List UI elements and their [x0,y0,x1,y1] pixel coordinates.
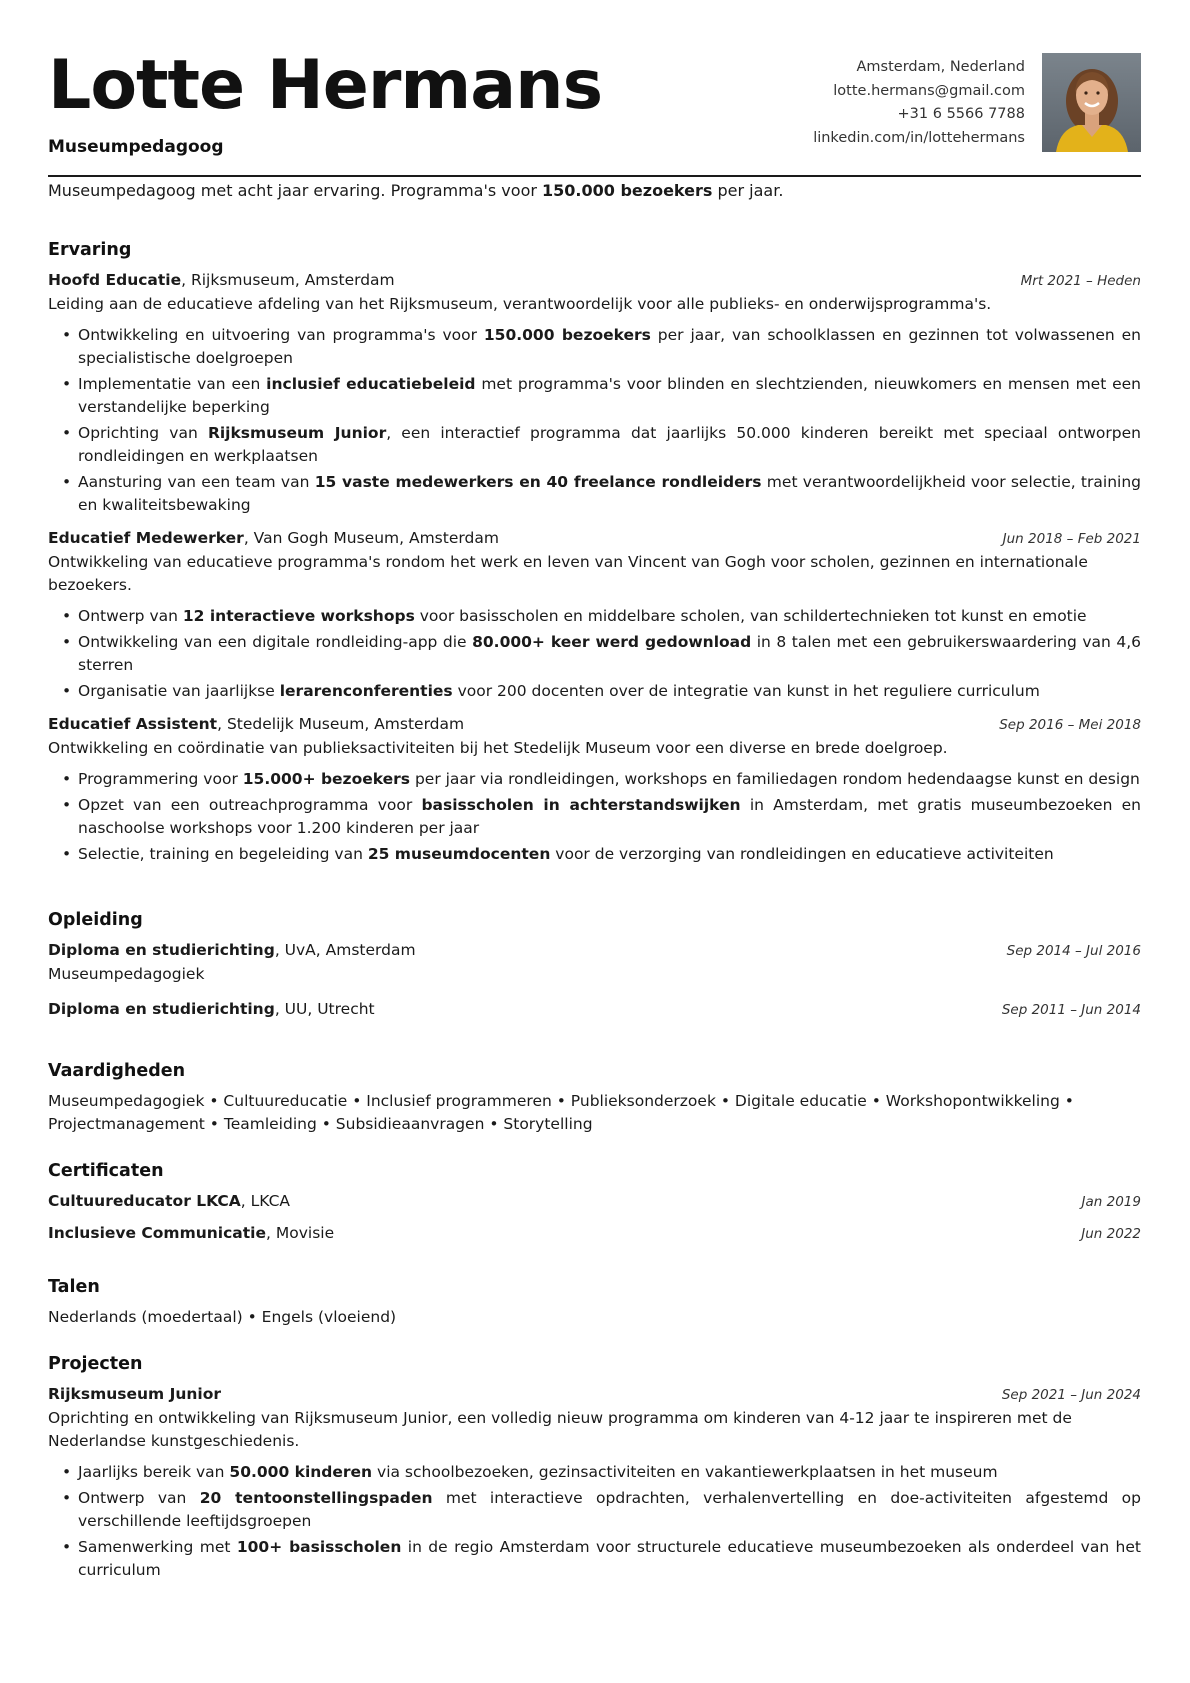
list-item: • Oprichting van Rijksmuseum Junior, een interactief programma dat jaarlijks 50.000 kinderen bereikt met speciaal ontworpen rondleidingen en werkplaatsen [78,422,1141,468]
entry-date: Jan 2019 [1081,1194,1141,1210]
summary-text: Museumpedagoog met acht jaar ervaring. Programma's voor [48,181,543,200]
entry-title: Diploma en studierichting, UvA, Amsterdam [48,941,416,959]
contact-location: Amsterdam, Nederland [856,59,1025,75]
list-item: • Programmering voor 15.000+ bezoekers per jaar via rondleidingen, workshops en familiedagen rondom hedendaagse kunst en design [78,768,1141,791]
summary-text-end: per jaar. [712,181,784,200]
entry-description: Ontwikkeling en coördinatie van publieksactiviteiten bij het Stedelijk Museum voor een diverse en brede doelgroep. [48,739,948,757]
section-title-languages: Talen [48,1277,100,1297]
entry-bullets [48,768,1141,866]
candidate-name: Lotte Hermans [48,46,603,125]
education-section [48,910,1141,1020]
contact-email[interactable]: lotte.hermans@gmail.com [833,82,1025,99]
section-title-education: Opleiding [48,910,143,930]
entry-date: Jun 2022 [1081,1226,1141,1242]
entry-date: Jun 2018 – Feb 2021 [1002,531,1141,547]
entry-date: Mrt 2021 – Heden [1020,273,1141,289]
experience-entry [48,269,1141,517]
entry-description: Ontwikkeling van educatieve programma's rondom het werk en leven van Vincent van Gogh voor scholen, gezinnen en internationale bezoekers. [48,553,1088,594]
entry-description: Leiding aan de educatieve afdeling van het Rijksmuseum, verantwoordelijk voor alle publieks- en onderwijsprogramma's. [48,295,992,313]
entry-title: Rijksmuseum Junior [48,1385,222,1403]
certificates-section [48,1161,1141,1244]
list-item: • Samenwerking met 100+ basisscholen in de regio Amsterdam voor structurele educatieve museumbezoeken als onderdeel van het curriculum [78,1536,1141,1582]
list-item: • Ontwerp van 20 tentoonstellingspaden met interactieve opdrachten, verhalenvertelling en doe-activiteiten afgestemd op verschillende leeftijdsgroepen [78,1487,1141,1533]
experience-section [48,240,1141,869]
skills-list: Museumpedagogiek • Cultuureducatie • Inclusief programmeren • Publieksonderzoek • Digitale educatie • Workshopontwikkeling • Projectmanagement • Teamleiding • Subsidieaanvragen • Storytelling [48,1092,1074,1133]
section-title-certificates: Certificaten [48,1161,164,1181]
entry-date: Sep 2011 – Jun 2014 [1001,1002,1141,1018]
entry-description: Oprichting en ontwikkeling van Rijksmuseum Junior, een volledig nieuw programma om kinderen van 4-12 jaar te inspireren met de Nederlandse kunstgeschiedenis. [48,1409,1072,1450]
section-title-experience: Ervaring [48,240,132,260]
header-divider [48,175,1141,177]
profile-photo-image [1042,53,1141,152]
list-item: • Jaarlijks bereik van 50.000 kinderen via schoolbezoeken, gezinsactiviteiten en vakantiewerkplaatsen in het museum [78,1461,1141,1484]
list-item: • Ontwikkeling van een digitale rondleiding-app die 80.000+ keer werd gedownload in 8 talen met een gebruikerswaardering van 4,6 sterren [78,631,1141,677]
contact-block [813,56,1025,150]
summary-highlight: 150.000 bezoekers [542,181,713,200]
entry-title: Educatief Assistent, Stedelijk Museum, Amsterdam [48,715,465,733]
contact-phone[interactable]: +31 6 5566 7788 [897,106,1025,122]
entry-bullets [48,1461,1141,1582]
list-item: • Selectie, training en begeleiding van 25 museumdocenten voor de verzorging van rondleidingen en educatieve activiteiten [78,843,1141,866]
entry-title: Cultuureducator LKCA, LKCA [48,1192,291,1210]
certificate-entry [48,1222,1141,1244]
resume-page [48,0,1142,1579]
entry-title: Hoofd Educatie, Rijksmuseum, Amsterdam [48,271,395,289]
entry-title: Diploma en studierichting, UU, Utrecht [48,1000,375,1018]
profile-photo [1042,53,1141,152]
education-entry [48,939,1141,986]
entry-bullets [48,605,1141,703]
skills-section [48,1061,1141,1136]
list-item: • Aansturing van een team van 15 vaste medewerkers en 40 freelance rondleiders met verantwoordelijkheid voor selectie, training en kwaliteitsbewaking [78,471,1141,517]
certificate-entry [48,1190,1141,1212]
experience-entry [48,713,1141,866]
entry-date: Sep 2014 – Jul 2016 [1006,943,1141,959]
list-item: • Implementatie van een inclusief educatiebeleid met programma's voor blinden en slechtzienden, nieuwkomers en mensen met een verstandelijke beperking [78,373,1141,419]
summary [48,180,1141,202]
section-title-projects: Projecten [48,1354,143,1374]
section-title-skills: Vaardigheden [48,1061,186,1081]
contact-linkedin[interactable]: linkedin.com/in/lottehermans [813,129,1025,146]
entry-date: Sep 2016 – Mei 2018 [999,717,1141,733]
resume-header [48,0,1141,178]
entry-description: Museumpedagogiek [48,965,205,983]
education-entry [48,998,1141,1020]
entry-title: Educatief Medewerker, Van Gogh Museum, Amsterdam [48,529,499,547]
entry-bullets [48,324,1141,517]
entry-title: Inclusieve Communicatie, Movisie [48,1224,335,1242]
list-item: • Opzet van een outreachprogramma voor basisscholen in achterstandswijken in Amsterdam, met gratis museumbezoeken en naschoolse workshops voor 1.200 kinderen per jaar [78,794,1141,840]
list-item: • Ontwikkeling en uitvoering van programma's voor 150.000 bezoekers per jaar, van schoolklassen en gezinnen tot volwassenen en specialistische doelgroepen [78,324,1141,370]
project-entry [48,1383,1141,1582]
experience-entry [48,527,1141,703]
list-item: • Organisatie van jaarlijkse lerarenconferenties voor 200 docenten over de integratie van kunst in het reguliere curriculum [78,680,1141,703]
languages-section [48,1277,1141,1329]
list-item: • Ontwerp van 12 interactieve workshops voor basisscholen en middelbare scholen, van schildertechnieken tot kunst en emotie [78,605,1141,628]
languages-list: Nederlands (moedertaal) • Engels (vloeiend) [48,1308,397,1326]
projects-section [48,1354,1141,1585]
candidate-role: Museumpedagoog [48,137,224,157]
entry-date: Sep 2021 – Jun 2024 [1001,1387,1141,1403]
